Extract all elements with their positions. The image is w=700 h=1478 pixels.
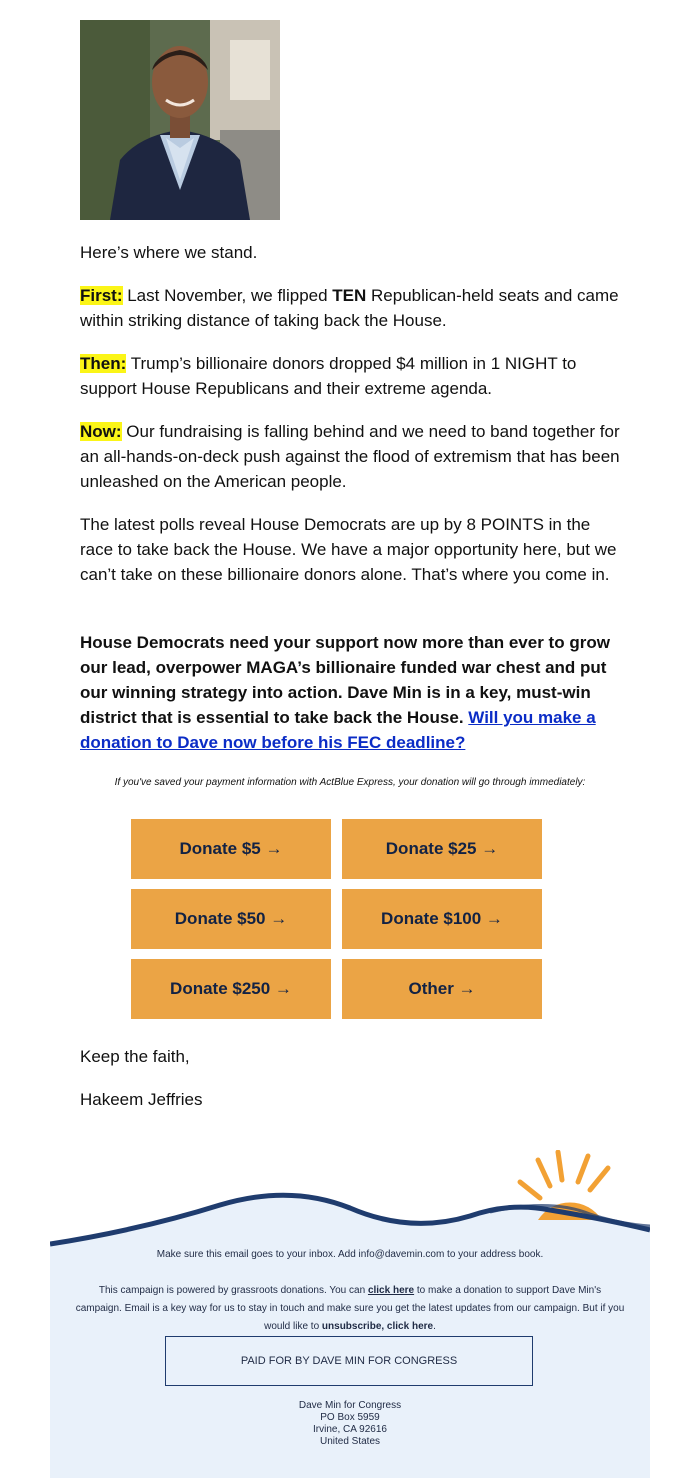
now-text: Our fundraising is falling behind and we need to band together for an all-hands-on-deck push against the flood of extremism that has been unleashed on the American people. [80,422,620,491]
first-bold: TEN [332,286,367,305]
appeal-text: House Democrats need your support now more than ever to grow our lead, overpower MAGA’s billionaire funded war chest and put our winning strategy into action. Dave Min is in a key, must-win district that is essential to take back the House. [80,633,610,727]
actblue-express-note: If you've saved your payment information with ActBlue Express, your donation will go through immediately: [114,777,586,788]
signature-text: Hakeem Jeffries [80,1090,203,1109]
click-here-link[interactable]: click here [367,1285,415,1296]
address-line: PO Box 5959 [320,1412,380,1423]
first-paragraph [80,283,625,333]
unsubscribe-link[interactable]: unsubscribe, click here [321,1321,434,1332]
then-label: Then: [80,354,127,373]
email-footer [50,1150,650,1478]
now-paragraph [80,419,625,494]
donate-5-button[interactable]: Donate $5 → [131,819,331,879]
donate-250-button[interactable]: Donate $250 → [131,959,331,1019]
polls-paragraph [80,512,625,587]
first-text-b: Republican-held seats and came within striking distance of taking back the House. [80,286,619,330]
paid-for-text: PAID FOR BY DAVE MIN FOR CONGRESS [240,1355,458,1367]
powered-text-a: This campaign is powered by grassroots donations. You can [98,1285,368,1296]
portrait-photo [80,20,280,220]
donate-50-button[interactable]: Donate $50 → [131,889,331,949]
first-text-a: Last November, we flipped [122,286,333,305]
address-line: United States [319,1436,381,1447]
signoff-text: Keep the faith, [80,1047,190,1066]
appeal-paragraph [80,630,625,755]
first-label: First: [80,286,123,305]
donate-100-button[interactable]: Donate $100 → [342,889,542,949]
signoff [80,1044,625,1069]
intro-paragraph [80,240,625,265]
donate-link[interactable]: Will you make a donation to Dave now before his FEC deadline? [80,708,596,752]
polls-text: The latest polls reveal House Democrats are up by 8 POINTS in the race to take back the House. We have a major opportunity here, but we can’t take on these billionaire donors alone. That’s where you come in. [80,515,617,584]
address-line: Dave Min for Congress [298,1400,402,1411]
intro-text: Here’s where we stand. [80,243,258,262]
then-paragraph [80,351,625,401]
address-line: Irvine, CA 92616 [313,1424,387,1435]
powered-text-b: to make a donation to support Dave Min's campaign. Email is a key way for us to stay in touch and make sure you get the latest updates from our campaign. But if you would like to [75,1285,625,1332]
donate-other-button[interactable]: Other → [342,959,542,1019]
grassroots-note [75,1282,625,1336]
paid-for-disclaimer [165,1336,533,1386]
then-text: Trump’s billionaire donors dropped $4 million in 1 NIGHT to support House Republicans and their extreme agenda. [80,354,577,398]
portrait-image [80,20,280,220]
inbox-note: Make sure this email goes to your inbox. Add info@davemin.com to your address book. [156,1249,544,1260]
powered-text-c: . [433,1321,436,1332]
signature [80,1087,625,1112]
now-label: Now: [80,422,122,441]
donate-25-button[interactable]: Donate $25 → [342,819,542,879]
mailing-address [50,1400,650,1448]
